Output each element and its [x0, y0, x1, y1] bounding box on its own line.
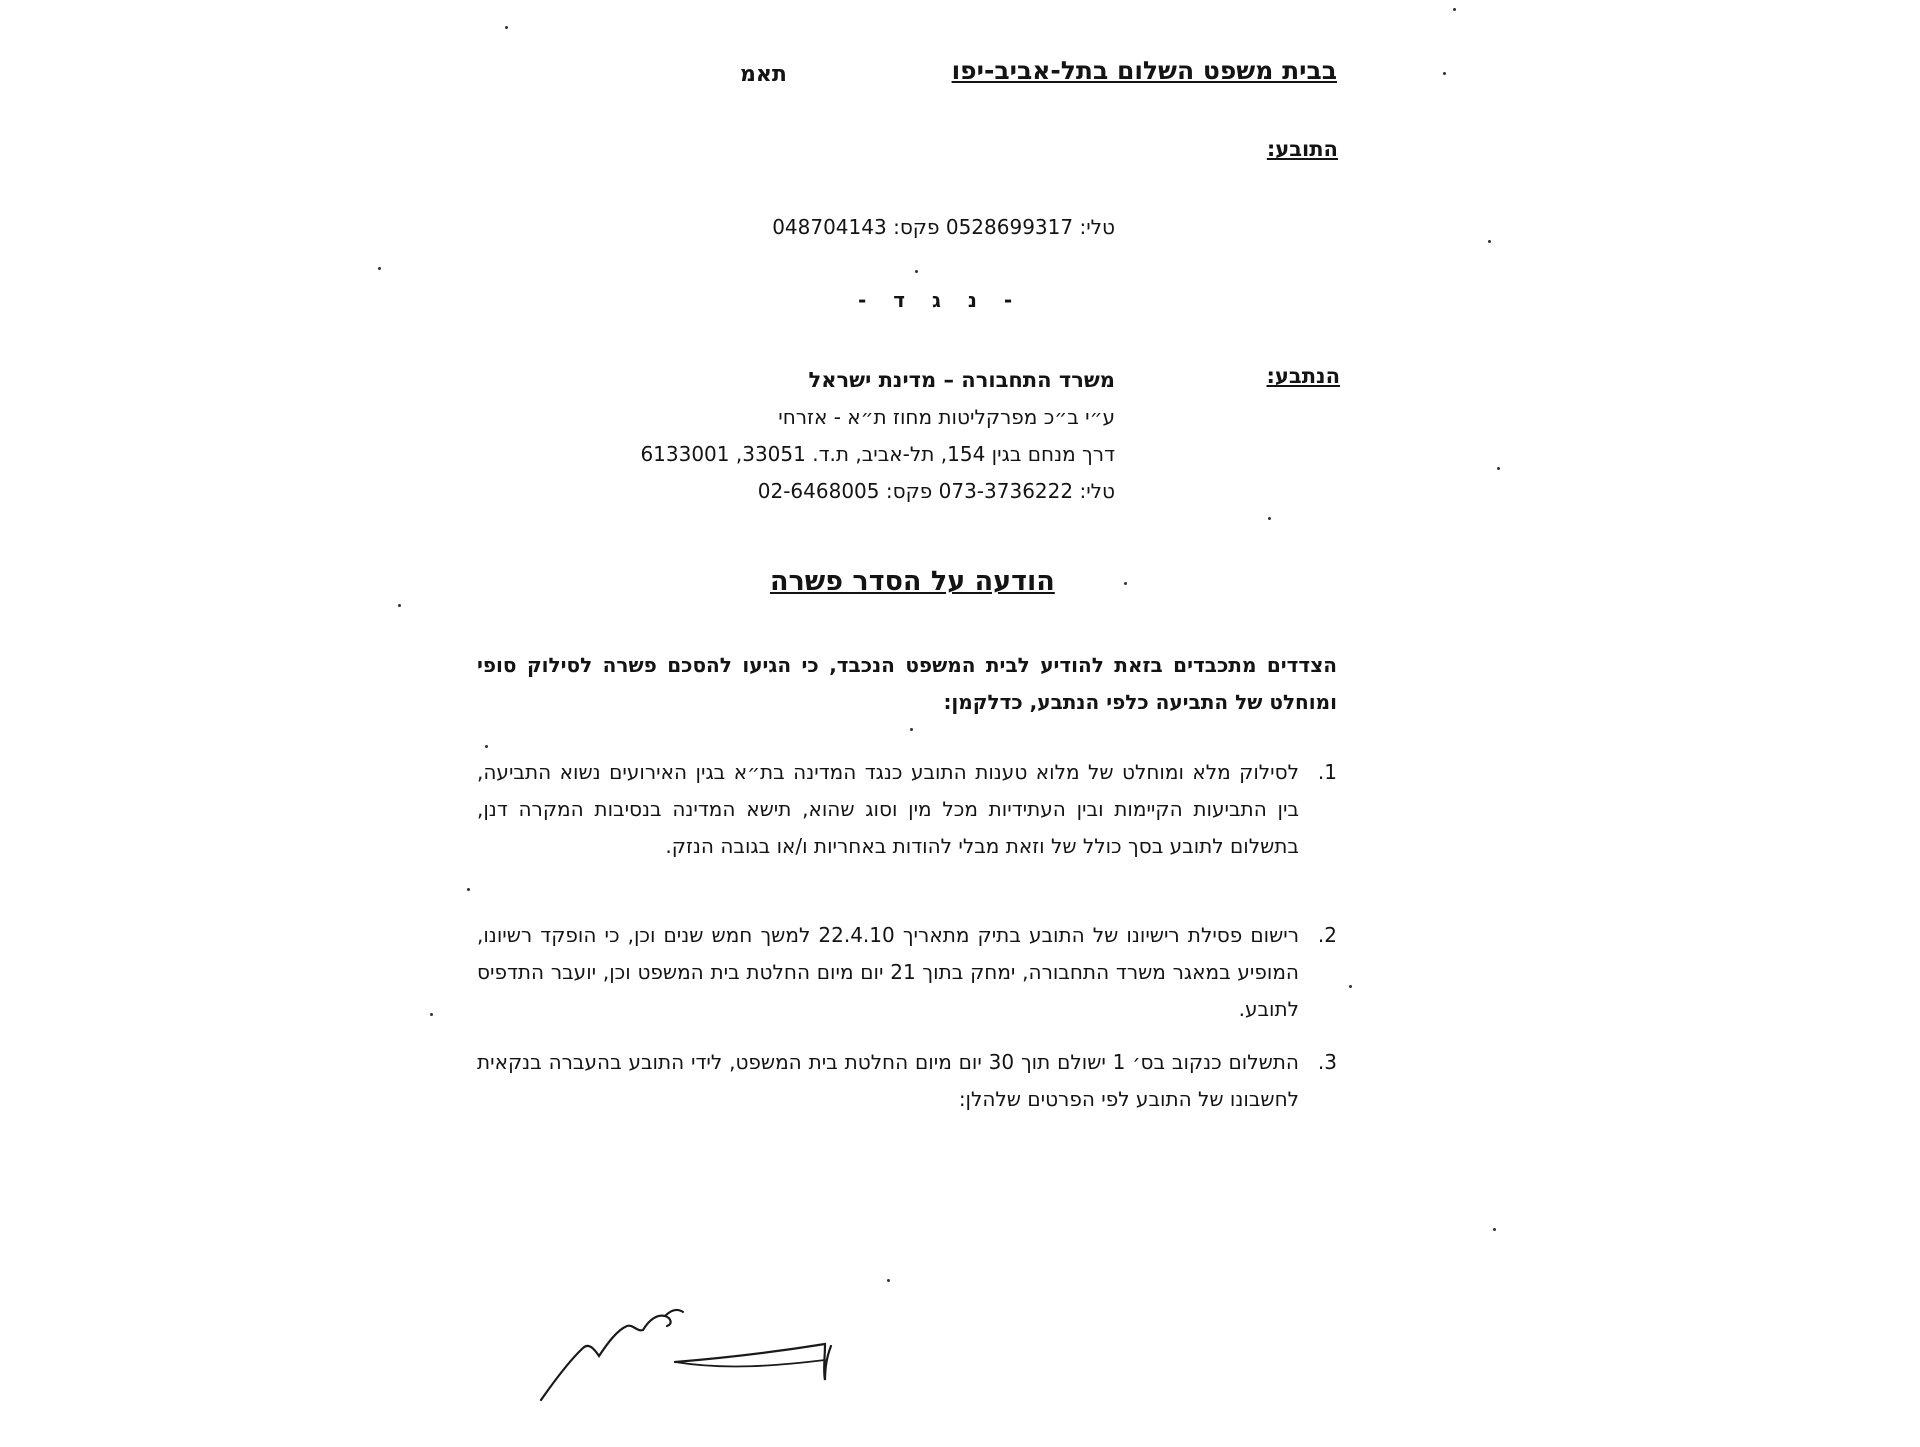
- scan-speck: [378, 267, 381, 270]
- scan-speck: [1349, 985, 1352, 988]
- case-type: תאמ: [740, 62, 787, 87]
- item-number: 3.: [1317, 1050, 1337, 1074]
- item-text: התשלום כנקוב בס׳ 1 ישולם תוך 30 יום מיום החלטת בית המשפט, לידי התובע בהעברה בנקאית לחשבונו של התובע לפי הפרטים שלהלן:: [477, 1050, 1299, 1111]
- versus-line: - נ ג ד -: [858, 288, 1023, 312]
- scan-speck: [1497, 467, 1500, 470]
- scan-speck: [910, 728, 913, 731]
- defendant-label: הנתבע:: [1266, 364, 1340, 388]
- scan-speck: [505, 26, 508, 29]
- defendant-details: [555, 362, 1115, 510]
- item-text: רישום פסילת רישיונו של התובע בתיק מתאריך 22.4.10 למשך חמש שנים וכן, כי הופקד רשיונו, המופיע במאגר משרד התחבורה, ימחק בתוך 21 יום מיום החלטת בית המשפט וכן, יועבר התדפיס לתובע.: [477, 923, 1299, 1021]
- plaintiff-contact: טלי: 0528699317 פקס: 048704143: [772, 215, 1115, 239]
- scan-speck: [1124, 582, 1127, 585]
- court-title: בבית משפט השלום בתל-אביב-יפו: [951, 56, 1337, 85]
- settlement-item: [477, 754, 1337, 865]
- scan-speck: [467, 888, 470, 891]
- defendant-name: משרד התחבורה – מדינת ישראל: [808, 368, 1115, 392]
- item-number: 1.: [1317, 760, 1337, 784]
- scan-speck: [1268, 517, 1271, 520]
- scan-speck: [1453, 8, 1456, 11]
- plaintiff-label: התובע:: [1266, 137, 1338, 161]
- scan-speck: [915, 270, 918, 273]
- defendant-address: דרך מנחם בגין 154, תל-אביב, ת.ד. 33051, 6133001: [640, 442, 1115, 466]
- item-text: לסילוק מלא ומוחלט של מלוא טענות התובע כנגד המדינה בת״א בגין האירועים נשוא התביעה, בין התביעות הקיימות ובין העתידיות מכל מין וסוג שהוא, תישא המדינה בנסיבות המקרה דנן, בתשלום לתובע בסך כולל של וזאת מבלי להודות באחריות ו/או בגובה הנזק.: [477, 760, 1299, 858]
- scan-speck: [887, 1279, 890, 1282]
- defendant-phone: טלי: 073-3736222 פקס: 02-6468005: [757, 479, 1115, 503]
- scan-speck: [1493, 1228, 1496, 1231]
- settlement-item: [477, 917, 1337, 1028]
- intro-paragraph: הצדדים מתכבדים בזאת להודיע לבית המשפט הנכבד, כי הגיעו להסכם פשרה לסילוק סופי ומוחלט של התביעה כלפי הנתבע, כדלקמן:: [477, 653, 1337, 714]
- defendant-representation: ע״י ב״כ מפרקליטות מחוז ת״א - אזרחי: [778, 405, 1115, 429]
- item-number: 2.: [1317, 923, 1337, 947]
- notice-title: הודעה על הסדר פשרה: [770, 566, 1055, 597]
- scan-speck: [1488, 240, 1491, 243]
- scan-speck: [485, 745, 488, 748]
- scan-speck: [1443, 72, 1446, 75]
- scan-speck: [430, 1013, 433, 1016]
- settlement-item: [477, 1044, 1337, 1118]
- signature-drawing: [525, 1260, 885, 1420]
- scan-speck: [398, 604, 401, 607]
